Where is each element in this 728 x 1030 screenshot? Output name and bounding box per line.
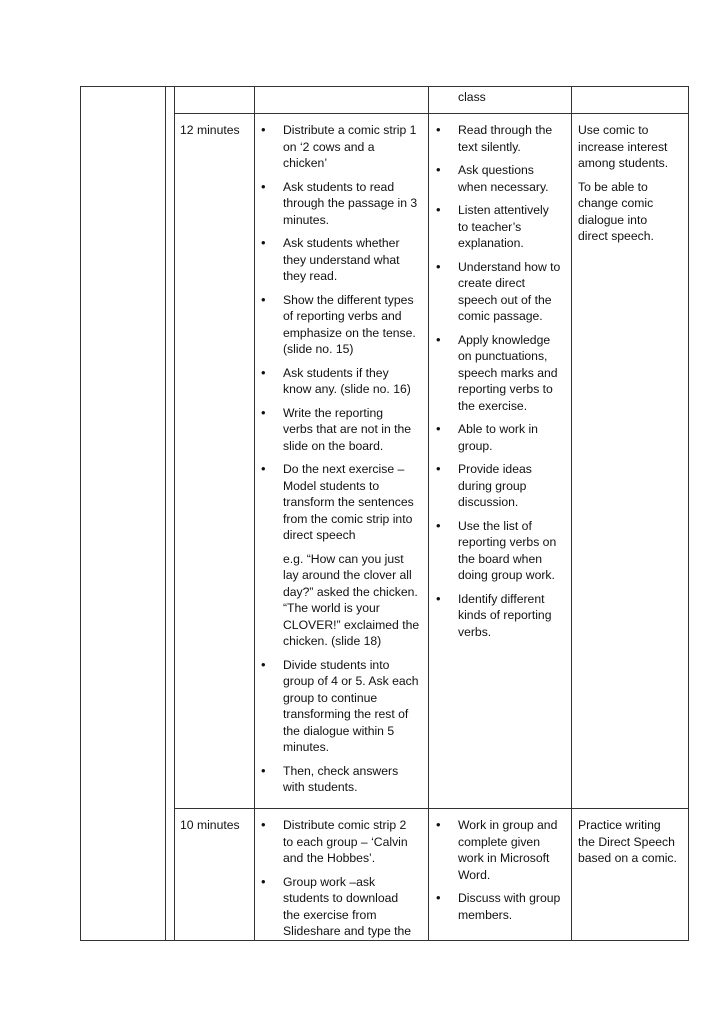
table-row-divider — [174, 113, 688, 114]
teacher-activity-item: • Ask students whether they understand what they read. — [256, 235, 426, 285]
teacher-activity-item: • Write the reporting verbs that are not in the slide on the board. — [256, 405, 426, 455]
student-activities-cell — [431, 122, 571, 647]
teacher-activity-item: • Distribute a comic strip 1 on ‘2 cows and a chicken’ — [256, 122, 426, 172]
student-activity-item: • Read through the text silently. — [431, 122, 571, 155]
column-divider — [571, 86, 572, 941]
student-activity-item: • Use the list of reporting verbs on the board when doing group work. — [431, 518, 571, 584]
student-activity-item: • Able to work in group. — [431, 421, 571, 454]
table-row-divider — [174, 808, 688, 809]
table-top-border — [80, 86, 688, 87]
student-activity-item: • Work in group and complete given work in Microsoft Word. — [431, 817, 571, 883]
student-activities-list — [431, 122, 571, 640]
student-activity-item: • Apply knowledge on punctuations, speech marks and reporting verbs to the exercise. — [431, 332, 571, 415]
continuation-text: class — [458, 90, 486, 104]
student-activity-item: • Provide ideas during group discussion. — [431, 461, 571, 511]
objective-text: Practice writing the Direct Speech based on a comic. — [578, 818, 677, 865]
objectives-cell — [578, 122, 686, 252]
teacher-activity-item: • Ask students to read through the passage in 3 minutes. — [256, 179, 426, 229]
column-divider — [165, 86, 166, 941]
teacher-activity-item: • Group work –ask students to download the exercise from Slideshare and type the — [256, 874, 426, 940]
table-right-border — [688, 86, 689, 941]
teacher-activities-list — [256, 122, 426, 796]
student-activities-cell — [431, 817, 571, 930]
continuation-cell — [458, 89, 568, 106]
column-divider — [428, 86, 429, 941]
teacher-activity-item: • Do the next exercise – Model students to transform the sentences from the comic strip into direct speech — [256, 461, 426, 544]
student-activities-list — [431, 817, 571, 923]
teacher-activities-list — [256, 817, 426, 940]
teacher-activity-item: • Show the different types of reporting verbs and emphasize on the tense. (slide no. 15) — [256, 292, 426, 358]
student-activity-item: • Understand how to create direct speech out of the comic passage. — [431, 259, 571, 325]
time-cell — [180, 817, 254, 834]
objective-text: Use comic to increase interest among students. — [578, 123, 669, 170]
table-left-border — [80, 86, 81, 941]
student-activity-item: • Listen attentively to teacher’s explanation. — [431, 202, 571, 252]
student-activity-item: • Identify different kinds of reporting verbs. — [431, 591, 571, 641]
time-label: 12 minutes — [180, 123, 240, 137]
time-label: 10 minutes — [180, 818, 240, 832]
teacher-activity-item: • Then, check answers with students. — [256, 763, 426, 796]
teacher-activity-item: • Distribute comic strip 2 to each group – ‘Calvin and the Hobbes’. — [256, 817, 426, 867]
teacher-activity-item: • Divide students into group of 4 or 5. Ask each group to continue transforming the rest of the dialogue within 5 minutes. — [256, 657, 426, 756]
teacher-activities-cell — [256, 817, 426, 947]
teacher-activity-example: e.g. “How can you just lay around the clover all day?” asked the chicken. “The world is your CLOVER!” exclaimed the chicken. (slide 18) — [283, 551, 420, 648]
time-cell — [180, 122, 254, 139]
student-activity-item: • Discuss with group members. — [431, 890, 571, 923]
student-activity-item: • Ask questions when necessary. — [431, 162, 571, 195]
column-divider — [254, 86, 255, 941]
objective-text: To be able to change comic dialogue into direct speech. — [578, 179, 654, 243]
teacher-activity-item: • Ask students if they know any. (slide no. 16) — [256, 365, 426, 398]
column-divider — [174, 86, 175, 941]
objectives-cell — [578, 817, 686, 874]
teacher-activities-cell — [256, 122, 426, 803]
